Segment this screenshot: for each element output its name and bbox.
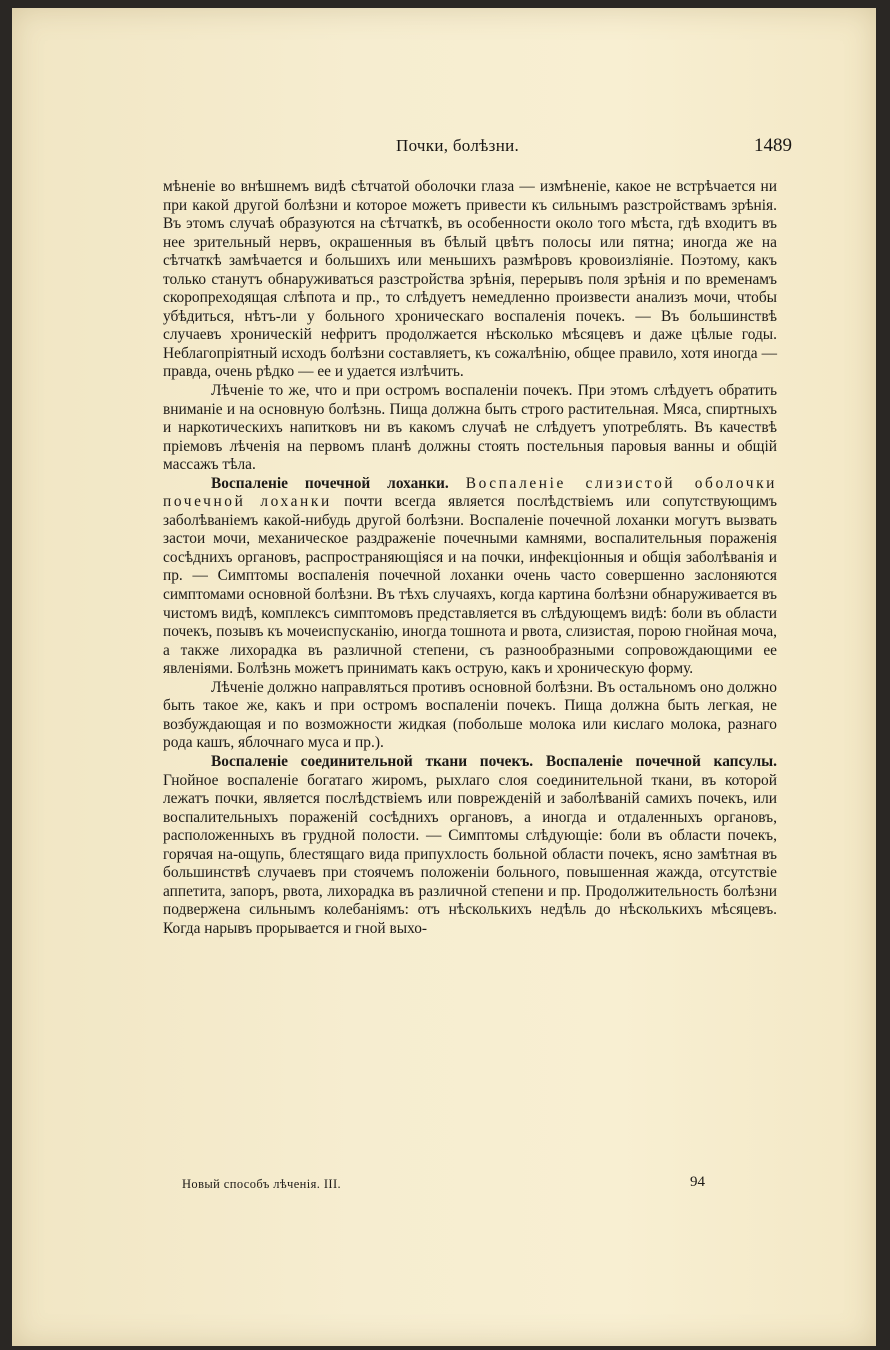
sheet-number: 94 xyxy=(690,1174,705,1190)
page-body xyxy=(163,178,777,938)
page-footer xyxy=(182,1174,742,1196)
section-heading-pyelitis: Воспаленіе почечной лоханки. xyxy=(211,474,449,492)
paragraph-4: Лѣченіе должно направляться противъ основной болѣзни. Въ остальномъ оно должно быть такое же, какъ и при остромъ воспаленіи почекъ. Пища должна быть легкая, не возбуждающая и по возможности жидкая (побольше молока или кислаго молока, разнаго рода кашъ, яблочнаго муса и пр.). xyxy=(163,678,777,752)
printer-signature: Новый способъ лѣченія. III. xyxy=(182,1177,342,1191)
paragraph-3 xyxy=(163,475,777,679)
page-number: 1489 xyxy=(754,135,792,156)
spaced-emphasis: Воспаленіе слизистой оболочки почечной лоханки xyxy=(163,474,777,511)
book-page xyxy=(12,8,876,1346)
running-title: Почки, болѣзни. xyxy=(396,136,520,155)
section-heading-paranephritis: Воспаленіе соединительной ткани почекъ. Воспаленіе почечной капсулы. xyxy=(211,752,777,770)
paragraph-1: мѣненіе во внѣшнемъ видѣ сѣтчатой оболочки глаза — измѣненіе, какое не встрѣчается ни при какой другой болѣзни и которое можетъ привести къ сильнымъ разстройствамъ зрѣнія. Въ этомъ случаѣ образуются на сѣтчаткѣ, въ особенности около того мѣста, гдѣ входитъ въ нее зрительный нервъ, окрашенныя въ бѣлый цвѣтъ полосы или пятна; иногда же на сѣтчаткѣ замѣчается и большихъ или меньшихъ размѣровъ кровоизліяніе. Поэтому, какъ только станутъ обнаруживаться разстройства зрѣнія, перерывъ поля зрѣнія и по временамъ скоропреходящая слѣпота и пр., то слѣдуетъ немедленно произвести анализъ мочи, чтобы убѣдиться, нѣтъ-ли у больного хроническаго воспаленія почекъ. — Въ большинствѣ случаевъ хроническій нефритъ продолжается нѣсколько мѣсяцевъ и даже цѣлые годы. Неблагопріятный исходъ болѣзни составляетъ, къ сожалѣнію, общее правило, хотя иногда — правда, очень рѣдко — ее и удается излѣчить. xyxy=(163,178,777,381)
paragraph-5 xyxy=(163,753,777,938)
page-header xyxy=(162,136,792,162)
paragraph-3-text: почти всегда является послѣдствіемъ или сопутствующимъ заболѣваніемъ какой-нибудь другой болѣзни. Воспаленіе почечной лоханки могутъ вызвать застои мочи, механическое раздраженіе почечными камнями, воспалительныя пораженія сосѣднихъ органовъ, распространяющіяся и на почки, инфекціонныя и общія заболѣванія и пр. — Симптомы воспаленія почечной лоханки очень часто совершенно заслоняются симптомами основной болѣзни. Въ тѣхъ случаяхъ, когда картина болѣзни обнаруживается въ чистомъ видѣ, комплексъ симптомовъ представляется въ слѣдующемъ видѣ: боли въ области почекъ, позывъ къ мочеиспусканію, иногда тошнота и рвота, слизистая, порою гнойная моча, а также лихорадка въ различной степени, съ разнообразными сопровождающими ее явленіями. Болѣзнь можетъ принимать какъ острую, какъ и хроническую форму. xyxy=(163,493,778,678)
paragraph-5-text: Гнойное воспаленіе богатаго жиромъ, рыхлаго слоя соединительной ткани, въ которой лежатъ почки, является послѣдствіемъ или поврежденій и заболѣваній самихъ почекъ, или воспалительныхъ пораженій сосѣднихъ органовъ, а иногда и отдаленныхъ органовъ, расположенныхъ въ грудной полости. — Симптомы слѣдующіе: боли въ области почекъ, горячая на-ощупь, блестящаго вида припухлость больной области почекъ, ясно замѣтная въ большинствѣ случаевъ при стоячемъ положеніи больного, повышенная жажда, отсутствіе аппетита, запоръ, рвота, лихорадка въ различной степени и пр. Продолжительность болѣзни подвержена сильнымъ колебаніямъ: отъ нѣсколькихъ недѣль до нѣсколькихъ мѣсяцевъ. Когда нарывъ прорывается и гной выхо- xyxy=(163,771,777,937)
paragraph-2: Лѣченіе то же, что и при остромъ воспаленіи почекъ. При этомъ слѣдуетъ обратить вниманіе и на основную болѣзнь. Пища должна быть строго растительная. Мяса, спиртныхъ и наркотическихъ напитковъ ни въ какомъ случаѣ не слѣдуетъ употреблять. Въ качествѣ пріемовъ лѣченія на первомъ планѣ должны стоять постельныя паровыя ванны и общій массажъ тѣла. xyxy=(163,382,777,474)
